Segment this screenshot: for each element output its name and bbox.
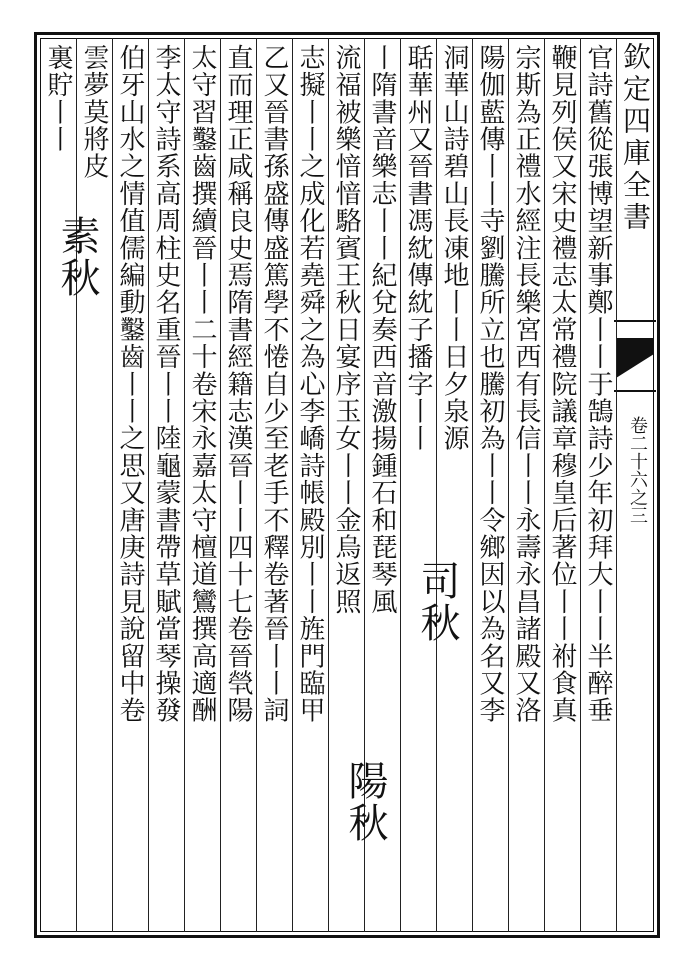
text-column: 陽伽藍傳丨丨寺劉騰所立也騰初為丨丨令鄉因以為名又李 [475,44,505,724]
text-column: 官詩舊從張博望新事鄭丨丨于鵠詩少年初拜大丨丨半醉垂 [583,44,613,724]
entry-note [436,620,472,920]
text-column: 丨隋書音樂志丨丨紀兌奏西音激揚鍾石和琵琴風 [367,44,397,616]
text-column: 流福被樂愔愔駱賓王秋日宴序玉女丨丨金烏返照 [331,44,361,616]
text-column: 聒華州又晉書馮紞傳紞子播字丨丨 [403,44,433,452]
text-column: 李太守詩系高周柱史名重晉丨丨陸龜蒙書帶草賦當琴操發 [151,44,181,724]
entry-headword: 司秋 [414,560,460,644]
margin-divider [614,390,656,392]
text-column: 直而理正咸稱良史焉隋書經籍志漢晉丨丨四十七卷晉煢陽 [223,44,253,724]
text-column: 裏貯丨丨 [43,44,73,153]
fish-tail-mark-icon [616,338,654,378]
text-column: 乙又晉書孫盛傳盛篤學不惓自少至老手不釋卷著晉丨丨詞 [259,44,289,724]
text-column: 鞭見列侯又宋史禮志太常禮院議章穆皇后著位丨丨祔食真 [547,44,577,724]
text-column: 洞華山詩碧山長凍地丨丨日夕泉源 [439,44,469,452]
text-column: 宗斯為正禮水經注長樂宮西有長信丨丨永壽永昌諸殿又洛 [511,44,541,724]
text-column: 太守習鑿齒撰續晉丨丨二十卷宋永嘉太守檀道鸞撰高適酬 [187,44,217,724]
entry-headword: 陽秋 [342,760,388,844]
volume-number: 卷二十六之三 [627,416,648,524]
page-margin-strip [616,38,654,932]
entry-headword: 素秋 [54,215,100,299]
column-rule [616,38,617,932]
entry-note [400,620,436,920]
text-column: 雲夢莫將皮 [79,44,109,180]
text-column: 志擬丨丨之成化若堯舜之為心李嶠詩帳殿別丨丨旌門臨甲 [295,44,325,724]
text-column: 伯牙山水之情值儒編動鑿齒丨丨之思又唐庚詩見說留中卷 [115,44,145,724]
margin-divider [614,320,656,322]
book-title: 欽定四庫全書 [619,42,652,234]
